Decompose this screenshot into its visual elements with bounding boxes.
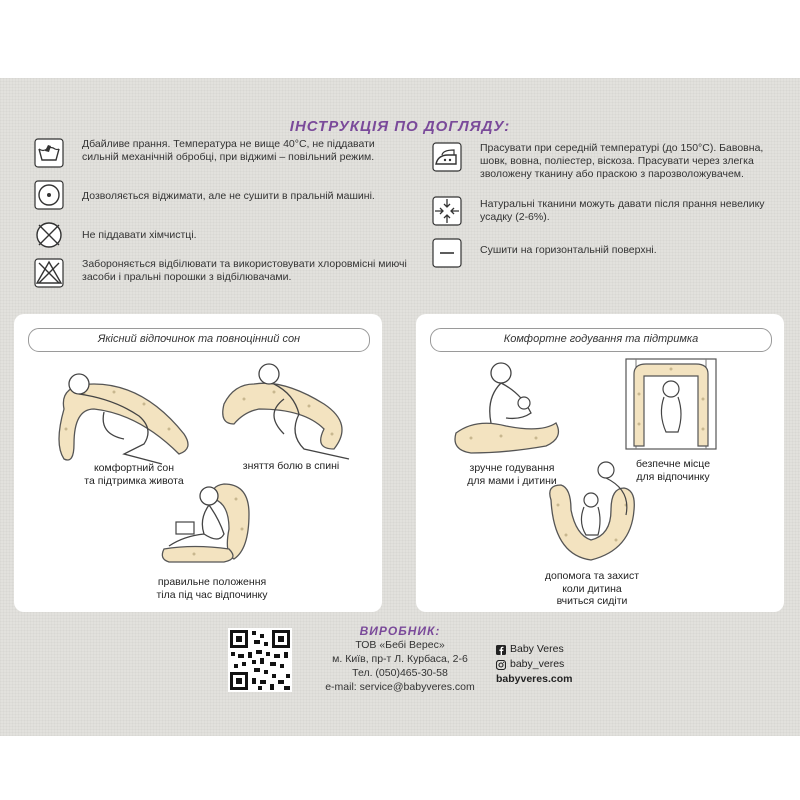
caption-back-pain xyxy=(226,460,356,473)
panel-heading xyxy=(28,328,370,352)
dry-flat-icon xyxy=(432,238,462,268)
shrink-icon xyxy=(432,196,462,226)
panel-heading-text: Якісний відпочинок та повноцінний сон xyxy=(97,333,301,345)
tumble-spin-icon xyxy=(34,180,64,210)
caption-text: безпечне місце для відпочинку xyxy=(635,458,711,483)
care-text: Забороняється відбілювати та використовувати хлоровмісні миючі засоби і пральні порошки з відбілювачами. xyxy=(82,258,407,283)
illustration-back-pain xyxy=(214,354,364,464)
panel-heading-text: Комфортне годування та підтримка xyxy=(503,333,699,345)
caption-text: комфортний сон та підтримка живота xyxy=(84,462,184,487)
no-bleach-icon xyxy=(34,258,64,288)
care-text: Прасувати при середній температурі (до 150°С). Бавовна, шовк, вовна, поліестер, віскоза. Прасувати через злегка зволожену тканину або праскою з парозволожувачем. xyxy=(480,142,764,180)
care-text: Не піддавати хімчистці. xyxy=(82,229,197,241)
manufacturer-address: м. Київ, пр-т Л. Курбаса, 2-6 xyxy=(332,653,468,665)
usage-panel-feeding xyxy=(416,314,784,612)
facebook-label: Baby Veres xyxy=(510,643,564,655)
illustration-sleep xyxy=(44,354,204,474)
caption-text: зняття болю в спині xyxy=(242,460,340,472)
manufacturer-email[interactable]: e-mail: service@babyveres.com xyxy=(325,681,475,693)
instagram-label: baby_veres xyxy=(510,658,565,670)
social-links xyxy=(496,642,572,687)
hand-wash-icon xyxy=(34,138,64,168)
caption-text: правильне положення тіла під час відпочинку xyxy=(156,576,268,601)
care-text: Дозволяється віджимати, але не сушити в пральній машині. xyxy=(82,190,375,202)
qr-code[interactable] xyxy=(228,628,292,692)
caption-text: допомога та захист коли дитина вчиться сидіти xyxy=(544,570,640,607)
care-text: Натуральні тканини можуть давати після прання невелику усадку (2-6%). xyxy=(480,198,765,223)
website-label: babyveres.com xyxy=(496,673,573,685)
care-title: ІНСТРУКЦІЯ ПО ДОГЛЯДУ: xyxy=(289,118,511,135)
manufacturer-title: ВИРОБНИК: xyxy=(359,624,441,638)
no-dry-clean-icon xyxy=(34,220,64,250)
care-text: Сушити на горизонтальній поверхні. xyxy=(480,244,657,256)
illustration-crib xyxy=(616,354,726,454)
instagram-link[interactable] xyxy=(496,657,572,672)
illustration-feeding xyxy=(446,358,566,468)
facebook-link[interactable] xyxy=(496,642,572,657)
panel-heading xyxy=(430,328,772,352)
caption-sitting xyxy=(522,570,662,608)
manufacturer-company: ТОВ «Бебі Верес» xyxy=(355,639,445,651)
manufacturer-block xyxy=(300,624,500,694)
care-text: Дбайливе прання. Температура не вище 40°С, не піддавати сильній механічній обробці, при віджимі – повільний режим. xyxy=(82,138,375,163)
iron-icon xyxy=(432,142,462,172)
instagram-icon xyxy=(496,660,506,670)
illustration-seated xyxy=(154,474,264,564)
caption-seated xyxy=(142,576,282,601)
illustration-sitting-baby xyxy=(536,460,646,564)
caption-text: зручне годування для мами і дитини xyxy=(467,462,557,487)
usage-panel-rest xyxy=(14,314,382,612)
manufacturer-phone[interactable]: Тел. (050)465-30-58 xyxy=(352,667,448,679)
website-link[interactable] xyxy=(496,672,572,687)
facebook-icon xyxy=(496,645,506,655)
